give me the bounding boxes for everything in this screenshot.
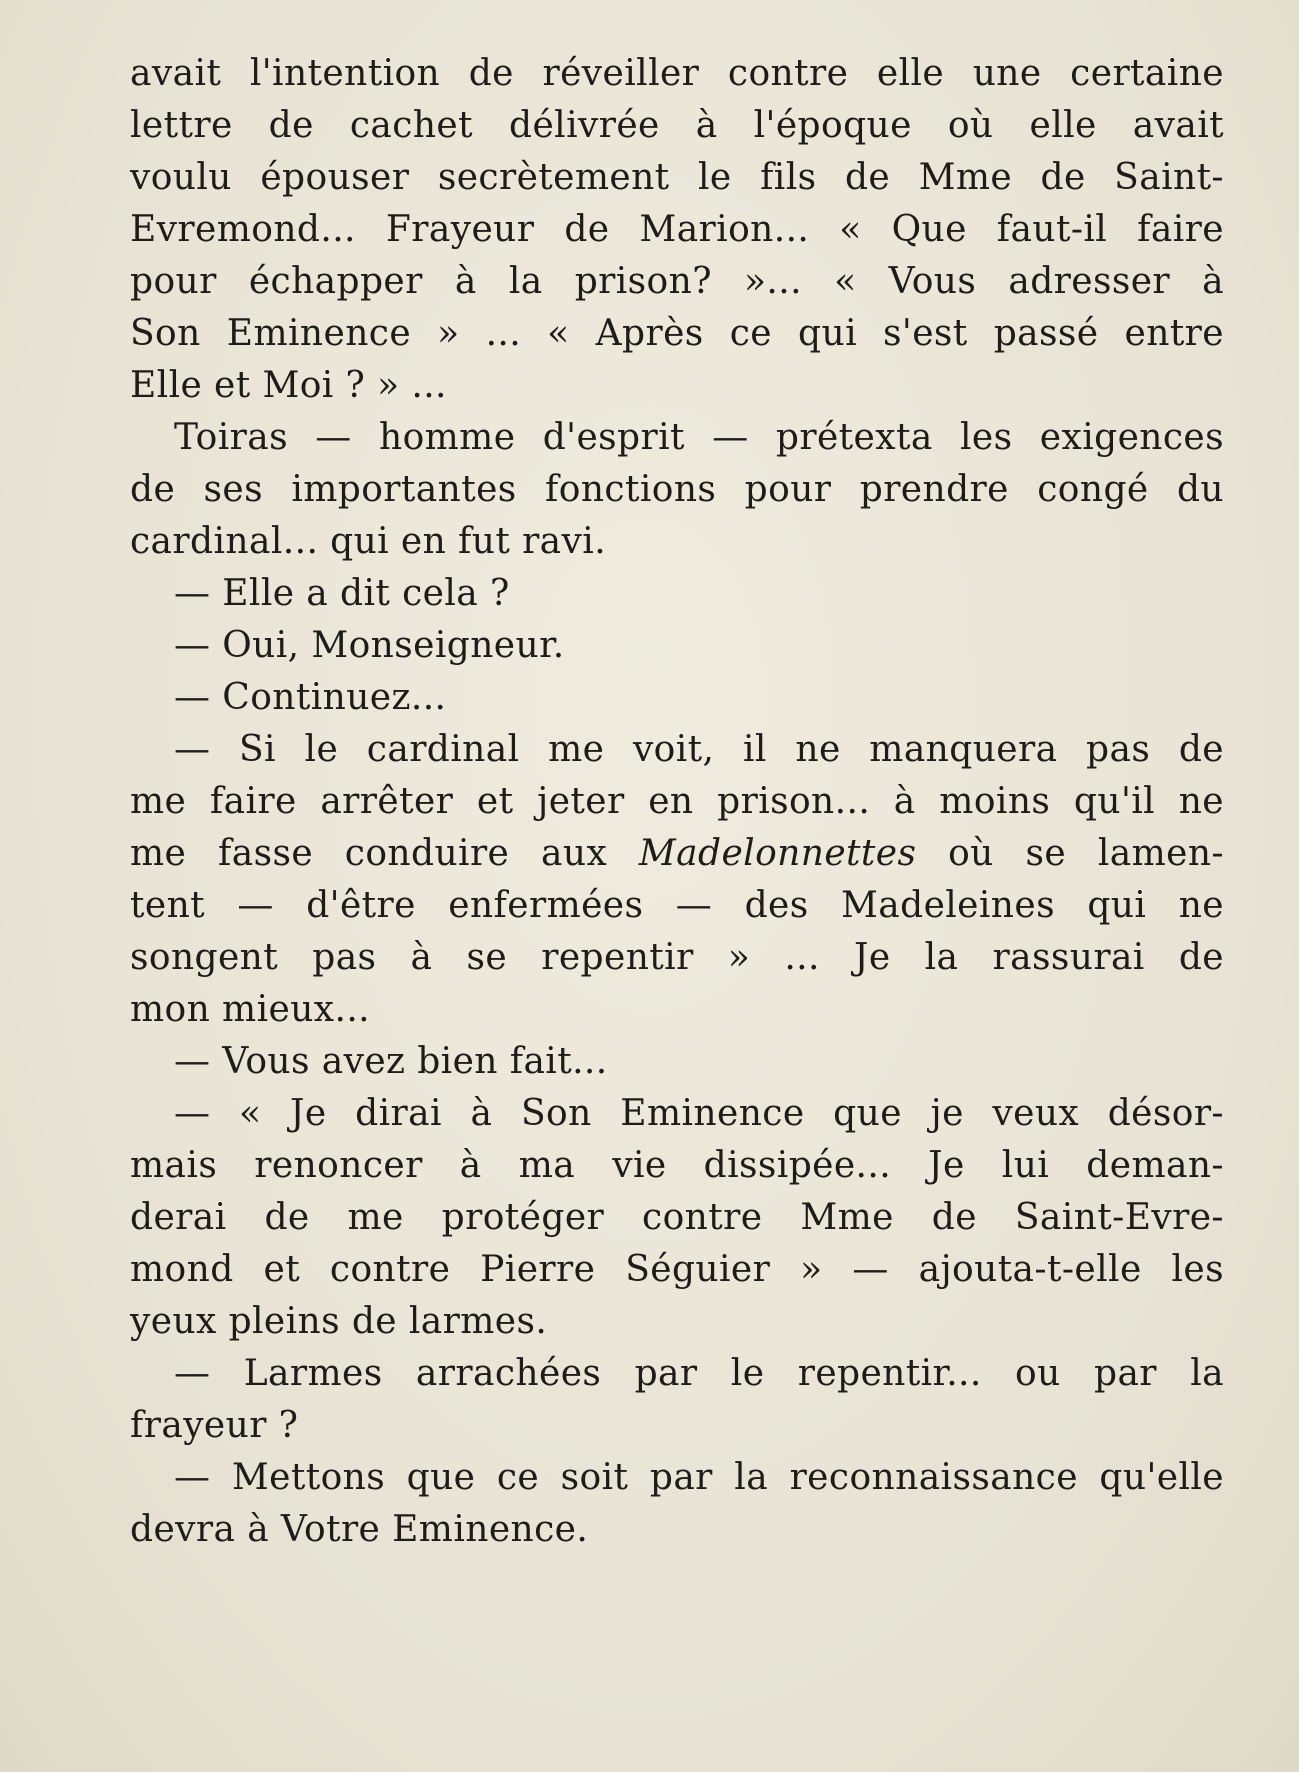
text-line: devra à Votre Eminence. bbox=[130, 1509, 589, 1550]
text-line: avait l'intention de réveiller contre elle une certaine bbox=[130, 53, 1224, 94]
paragraph bbox=[130, 48, 1224, 412]
text-line: — « Je dirai à Son Eminence que je veux désor- bbox=[174, 1093, 1224, 1134]
dialogue-paragraph bbox=[130, 1088, 1224, 1348]
text-line: — Elle a dit cela ? bbox=[174, 573, 510, 614]
dialogue-paragraph bbox=[130, 568, 1224, 620]
text-line: tent — d'être enfermées — des Madeleines qui ne bbox=[130, 885, 1224, 926]
text-line: — Vous avez bien fait... bbox=[174, 1041, 608, 1082]
text-line: voulu épouser secrètement le fils de Mme de Saint- bbox=[130, 157, 1224, 198]
text-line: songent pas à se repentir » ... Je la rassurai de bbox=[130, 937, 1224, 978]
text-line: Toiras — homme d'esprit — prétexta les exigences bbox=[174, 417, 1224, 458]
dialogue-paragraph bbox=[130, 620, 1224, 672]
dialogue-paragraph bbox=[130, 672, 1224, 724]
page-text bbox=[130, 48, 1224, 1556]
text-segment: où se lamen- bbox=[916, 833, 1225, 874]
text-line: me faire arrêter et jeter en prison... à moins qu'il ne bbox=[130, 781, 1224, 822]
text-line: pour échapper à la prison? »... « Vous adresser à bbox=[130, 261, 1224, 302]
text-line: mond et contre Pierre Séguier » — ajouta-t-elle les bbox=[130, 1249, 1224, 1290]
text-line: — Si le cardinal me voit, il ne manquera pas de bbox=[174, 729, 1224, 770]
text-line: cardinal... qui en fut ravi. bbox=[130, 521, 607, 562]
text-line: — Continuez... bbox=[174, 677, 447, 718]
text-line: de ses importantes fonctions pour prendre congé du bbox=[130, 469, 1224, 510]
dialogue-paragraph bbox=[130, 724, 1224, 1036]
paragraph bbox=[130, 412, 1224, 568]
text-line: mais renoncer à ma vie dissipée... Je lui deman- bbox=[130, 1145, 1224, 1186]
text-line: Son Eminence » ... « Après ce qui s'est passé entre bbox=[130, 313, 1224, 354]
text-line: Elle et Moi ? » ... bbox=[130, 365, 447, 406]
text-line: — Mettons que ce soit par la reconnaissance qu'elle bbox=[174, 1457, 1224, 1498]
text-line: yeux pleins de larmes. bbox=[130, 1301, 548, 1342]
dialogue-paragraph bbox=[130, 1452, 1224, 1556]
dialogue-paragraph bbox=[130, 1036, 1224, 1088]
dialogue-paragraph bbox=[130, 1348, 1224, 1452]
text-line bbox=[130, 828, 1224, 880]
text-line: derai de me protéger contre Mme de Saint-Evre- bbox=[130, 1197, 1224, 1238]
text-line: mon mieux... bbox=[130, 989, 371, 1030]
text-line: — Oui, Monseigneur. bbox=[174, 625, 565, 666]
text-line: frayeur ? bbox=[130, 1405, 299, 1446]
text-segment: me fasse conduire aux bbox=[130, 833, 639, 874]
text-line: lettre de cachet délivrée à l'époque où elle avait bbox=[130, 105, 1224, 146]
text-line: Evremond... Frayeur de Marion... « Que faut-il faire bbox=[130, 209, 1224, 250]
text-line: — Larmes arrachées par le repentir... ou par la bbox=[174, 1353, 1224, 1394]
italic-title: Madelonnettes bbox=[638, 833, 917, 874]
